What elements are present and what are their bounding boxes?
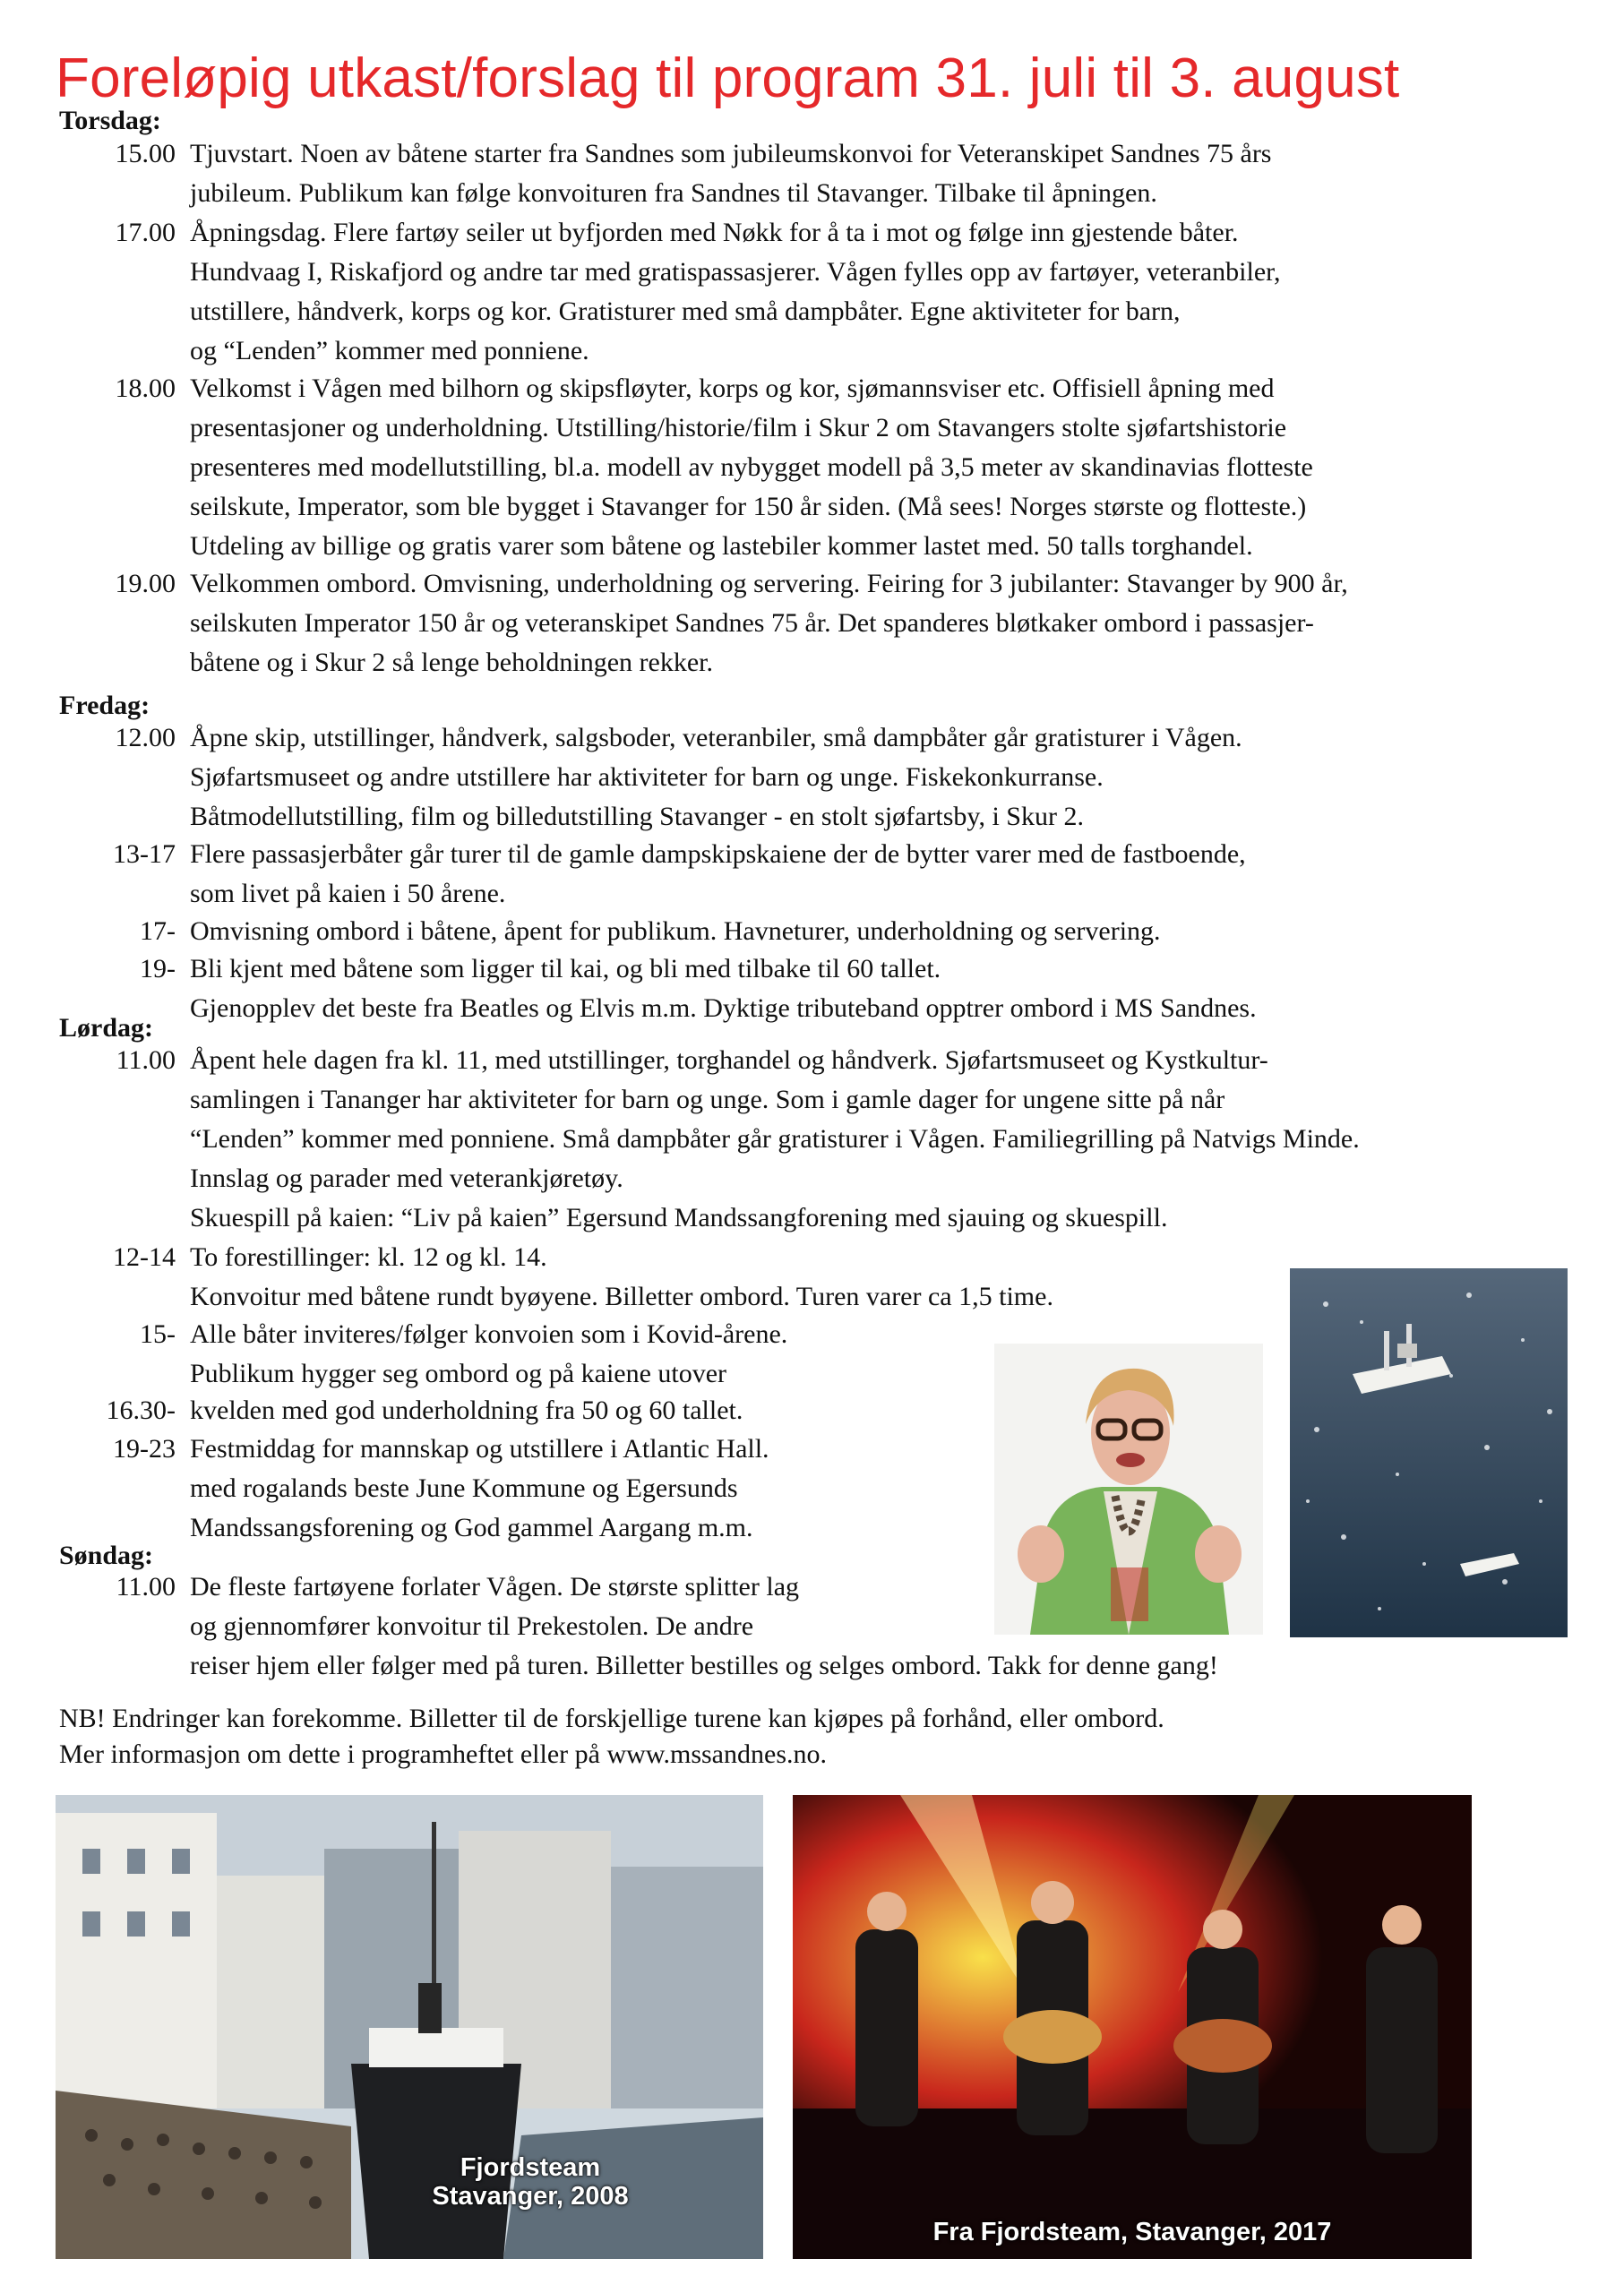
day-saturday: Lørdag: [59,1013,153,1043]
entry-time: 12.00 [115,723,176,752]
entry-line: To forestillinger: kl. 12 og kl. 14. [190,1242,547,1272]
entry-description [190,718,1242,837]
entry-line: Åpent hele dagen fra kl. 11, med utstillinger, torghandel og håndverk. Sjøfartsmuseet og Kystkultur- [190,1045,1268,1075]
concert-illustration [793,1795,1472,2259]
entry-line: Sjøfartsmuseet og andre utstillere har aktiviteter for barn og unge. Fiskekonkurranse. [190,762,1104,792]
entry-line: Mandssangsforening og God gammel Aargang m.m. [190,1513,753,1542]
entry-line: Festmiddag for mannskap og utstillere i Atlantic Hall. [190,1434,769,1464]
entry-description [190,949,1257,1028]
entry-time: 19.00 [115,569,176,598]
entry-line: Båtmodellutstilling, film og billedutstilling Stavanger - en stolt sjøfartsby, i Skur 2. [190,802,1084,831]
entry-description [190,835,1246,914]
entry-time: 11.00 [116,1045,176,1075]
entry-time: 16.30- [106,1396,176,1425]
entry-line: Utdeling av billige og gratis varer som båtene og lastebiler kommer lastet med. 50 talls torghandel. [190,531,1253,561]
entry-description [190,1041,1360,1238]
harbor-caption-line-2: Stavanger, 2008 [432,2182,629,2211]
entry-line: Åpne skip, utstillinger, håndverk, salgsboder, veteranbiler, små dampbåter går gratisturer i Vågen. [190,723,1242,752]
entry-line: Innslag og parader med veterankjøretøy. [190,1164,623,1193]
harbor-caption [396,2153,665,2211]
entry-line: De fleste fartøyene forlater Vågen. De største splitter lag [190,1572,800,1602]
entry-line: som livet på kaien i 50 årene. [190,879,506,908]
entry-line: Bli kjent med båtene som ligger til kai, og bli med tilbake til 60 tallet. [190,954,941,983]
day-thursday: Torsdag: [59,106,161,135]
entry-line: Tjuvstart. Noen av båtene starter fra Sandnes som jubileumskonvoi for Veteranskipet Sandnes 75 års [190,139,1272,168]
entry-line: utstillere, håndverk, korps og kor. Gratisturer med små dampbåter. Egne aktiviteter for barn, [190,296,1181,326]
entry-description [190,134,1272,213]
entry-line: “Lenden” kommer med ponniene. Små dampbåter går gratisturer i Vågen. Familiegrilling på Natvigs Minde. [190,1124,1360,1154]
entry-time: 11.00 [116,1572,176,1602]
entry-line: med rogalands beste June Kommune og Egersunds [190,1473,738,1503]
photo-june-kommune [994,1344,1263,1635]
entry-line: Skuespill på kaien: “Liv på kaien” Egersund Mandssangforening med sjauing og skuespill. [190,1203,1168,1232]
entry-line: og “Lenden” kommer med ponniene. [190,336,589,365]
entry-line: presenteres med modellutstilling, bl.a. modell av nybygget modell på 3,5 meter av skandinavias flotteste [190,452,1313,482]
entry-line: Omvisning ombord i båtene, åpent for publikum. Havneturer, underholdning og servering. [190,916,1161,946]
harbor-caption-line-1: Fjordsteam [460,2153,601,2182]
entry-line: presentasjoner og underholdning. Utstilling/historie/film i Skur 2 om Stavangers stolte sjøfartshistorie [190,413,1287,442]
entry-time: 12-14 [113,1242,176,1272]
woman-illustration [994,1344,1263,1635]
entry-description [190,1238,1053,1317]
entry-line: seilskute, Imperator, som ble bygget i Stavanger for 150 år siden. (Må sees! Norges største og flotteste.) [190,492,1307,521]
entry-time: 17.00 [115,218,176,247]
photo-harbor-2008 [56,1795,763,2259]
note-line-2: Mer informasjon om dette i programheftet eller på www.mssandnes.no. [59,1739,827,1769]
entry-time: 15- [140,1319,176,1349]
entry-line: Velkomst i Vågen med bilhorn og skipsfløyter, korps og kor, sjømannsviser etc. Offisiell åpning med [190,374,1275,403]
entry-time: 18.00 [115,374,176,403]
entry-line: Konvoitur med båtene rundt byøyene. Billetter ombord. Turen varer ca 1,5 time. [190,1282,1053,1311]
entry-description [190,1430,769,1548]
entry-line: og gjennomfører konvoitur til Prekestolen. De andre [190,1611,754,1641]
entry-time: 15.00 [115,139,176,168]
entry-line: Åpningsdag. Flere fartøy seiler ut byfjorden med Nøkk for å ta i mot og følge inn gjestende båter. [190,218,1239,247]
day-sunday: Søndag: [59,1541,154,1570]
entry-line: reiser hjem eller følger med på turen. Billetter bestilles og selges ombord. Takk for denne gang! [190,1651,1218,1680]
photo-boat-convoy [1290,1268,1568,1637]
entry-description [190,912,1161,951]
entry-time: 13-17 [113,839,176,869]
entry-line: Hundvaag I, Riskafjord og andre tar med gratispassasjerer. Vågen fylles opp av fartøyer, veteranbiler, [190,257,1281,287]
entry-line: Flere passasjerbåter går turer til de gamle dampskipskaiene der de bytter varer med de fastboende, [190,839,1246,869]
entry-line: samlingen i Tananger har aktiviteter for barn og unge. Som i gamle dager for ungene sitte på når [190,1085,1225,1114]
entry-line: Alle båter inviteres/følger konvoien som i Kovid-årene. [190,1319,788,1349]
entry-description [190,564,1348,683]
entry-line: seilskuten Imperator 150 år og veteranskipet Sandnes 75 år. Det spanderes bløtkaker ombord i passasjer- [190,608,1314,638]
entry-line: Gjenopplev det beste fra Beatles og Elvis m.m. Dyktige tributeband opptrer ombord i MS Sandnes. [190,993,1257,1023]
entry-line: kvelden med god underholdning fra 50 og 60 tallet. [190,1396,743,1425]
concert-caption: Fra Fjordsteam, Stavanger, 2017 [932,2218,1332,2246]
entry-description [190,369,1313,566]
entry-time: 19-23 [113,1434,176,1464]
day-friday: Fredag: [59,691,150,720]
entry-time: 17- [140,916,176,946]
entry-time: 19- [140,954,176,983]
entry-description [190,1315,787,1394]
entry-description [190,213,1280,371]
entry-line: Velkommen ombord. Omvisning, underholdning og servering. Feiring for 3 jubilanter: Stavanger by 900 år, [190,569,1348,598]
note-line-1: NB! Endringer kan forekomme. Billetter til de forskjellige turene kan kjøpes på forhånd, eller ombord. [59,1704,1164,1733]
page-title: Foreløpig utkast/forslag til program 31. juli til 3. august [56,47,1400,109]
entry-line: båtene og i Skur 2 så lenge beholdningen rekker. [190,648,714,677]
photo-concert-2017 [793,1795,1472,2259]
entry-description [190,1391,743,1430]
boat-convoy-illustration [1290,1268,1568,1637]
entry-line: jubileum. Publikum kan følge konvoituren fra Sandnes til Stavanger. Tilbake til åpningen. [190,178,1157,208]
entry-line: Publikum hygger seg ombord og på kaiene utover [190,1359,727,1388]
